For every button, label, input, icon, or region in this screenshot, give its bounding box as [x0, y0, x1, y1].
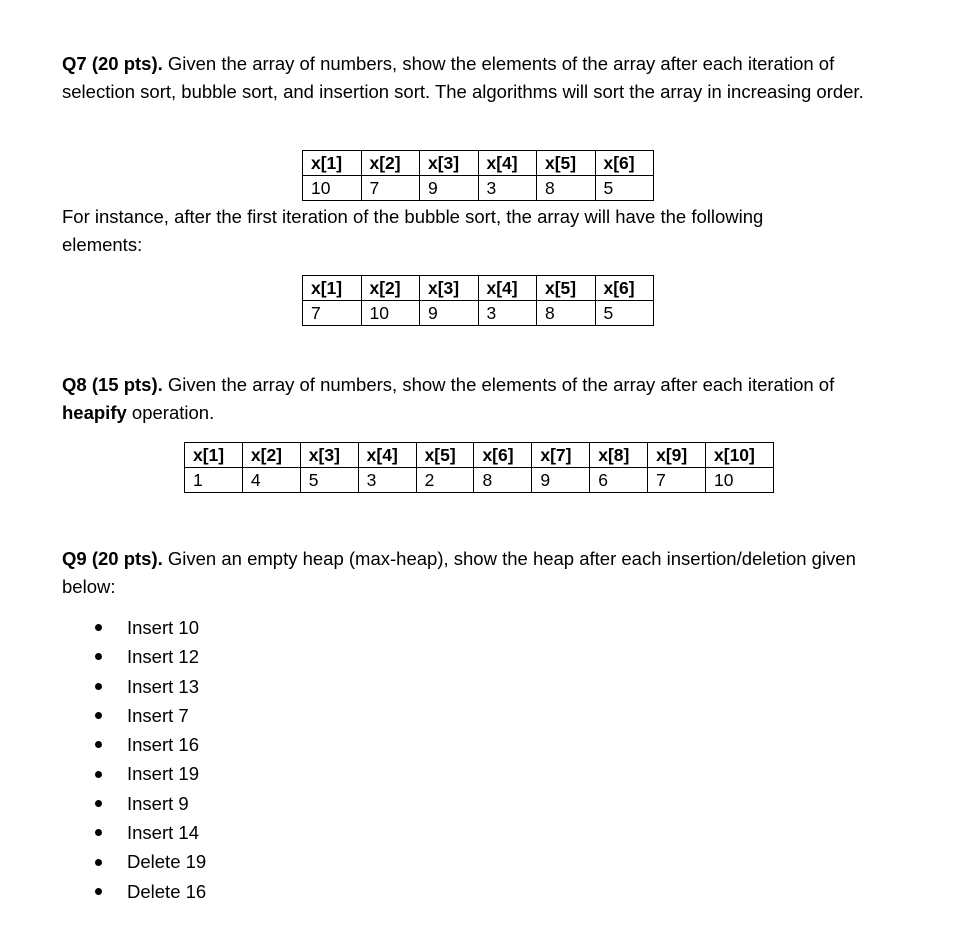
bullet-icon — [95, 741, 102, 748]
operation-label: Insert 16 — [127, 734, 199, 756]
operation-label: Insert 12 — [127, 646, 199, 668]
value-cell: 7 — [361, 176, 420, 201]
value-cell: 8 — [474, 468, 532, 493]
list-item — [94, 818, 206, 847]
value-cell: 3 — [358, 468, 416, 493]
value-cell: 8 — [537, 176, 596, 201]
operation-label: Insert 7 — [127, 704, 189, 726]
q7-prompt — [62, 50, 902, 106]
q7-instance-text: For instance, after the first iteration of the bubble sort, the array will have the following elements: — [62, 206, 764, 255]
q8-text-before: Given the array of numbers, show the elements of the array after each iteration of — [162, 374, 835, 395]
value-cell: 5 — [595, 176, 654, 201]
value-cell: 9 — [420, 176, 479, 201]
value-cell: 5 — [300, 468, 358, 493]
q8-array-table — [184, 442, 774, 493]
header-cell: x[7] — [532, 443, 590, 468]
table-row — [303, 301, 654, 326]
header-cell: x[6] — [474, 443, 532, 468]
value-cell: 8 — [537, 301, 596, 326]
list-item — [94, 613, 206, 642]
operation-label: Insert 9 — [127, 792, 189, 814]
value-cell: 10 — [706, 468, 774, 493]
q7-text: Given the array of numbers, show the elements of the array after each iteration of selection sort, bubble sort, and insertion sort. The algorithms will sort the array in increasing order. — [62, 53, 864, 102]
header-cell: x[1] — [303, 151, 362, 176]
value-cell: 3 — [478, 176, 537, 201]
operation-label: Insert 10 — [127, 617, 199, 638]
list-item — [94, 730, 206, 759]
header-cell: x[5] — [416, 443, 474, 468]
header-cell: x[3] — [420, 151, 479, 176]
q7-label: Q7 (20 pts). — [62, 53, 163, 74]
header-cell: x[4] — [478, 151, 537, 176]
value-cell: 9 — [420, 301, 479, 326]
value-cell: 9 — [532, 468, 590, 493]
header-cell: x[3] — [300, 443, 358, 468]
header-cell: x[8] — [590, 443, 648, 468]
bullet-icon — [95, 800, 102, 807]
header-cell: x[6] — [595, 276, 654, 301]
value-cell: 1 — [185, 468, 243, 493]
header-cell: x[6] — [595, 151, 654, 176]
q9-text: Given an empty heap (max-heap), show the heap after each insertion/deletion given below: — [62, 548, 856, 597]
header-cell: x[1] — [303, 276, 362, 301]
list-item — [94, 759, 206, 788]
header-cell: x[4] — [358, 443, 416, 468]
list-item — [94, 701, 206, 730]
value-cell: 5 — [595, 301, 654, 326]
list-item — [94, 789, 206, 818]
header-cell: x[3] — [420, 276, 479, 301]
header-cell: x[1] — [185, 443, 243, 468]
header-cell: x[10] — [706, 443, 774, 468]
q8-prompt — [62, 371, 902, 427]
header-cell: x[2] — [242, 443, 300, 468]
value-cell: 6 — [590, 468, 648, 493]
bullet-icon — [95, 712, 102, 719]
operation-label: Delete 19 — [127, 851, 207, 873]
value-cell: 2 — [416, 468, 474, 493]
operation-label: Delete 16 — [127, 880, 207, 902]
q9-operation-list — [94, 613, 206, 906]
q8-text-after: operation. — [126, 402, 215, 423]
bullet-icon — [95, 653, 102, 660]
list-item — [94, 877, 206, 906]
header-cell: x[5] — [537, 151, 596, 176]
bullet-icon — [95, 771, 102, 778]
bullet-icon — [95, 624, 102, 631]
q9-label: Q9 (20 pts). — [62, 548, 163, 569]
list-item — [94, 847, 206, 876]
bullet-icon — [95, 859, 102, 866]
q9-prompt — [62, 545, 882, 601]
q8-label: Q8 (15 pts). — [62, 374, 163, 395]
bullet-icon — [95, 888, 102, 895]
table-header-row — [303, 151, 654, 176]
table-row — [185, 468, 774, 493]
q7-example-table — [302, 275, 654, 326]
value-cell: 10 — [361, 301, 420, 326]
q8-bold-word: heapify — [62, 402, 127, 423]
table-header-row — [185, 443, 774, 468]
operation-label: Insert 19 — [127, 763, 199, 785]
list-item — [94, 672, 206, 701]
header-cell: x[2] — [361, 151, 420, 176]
value-cell: 7 — [303, 301, 362, 326]
header-cell: x[5] — [537, 276, 596, 301]
bullet-icon — [95, 683, 102, 690]
table-row — [303, 176, 654, 201]
operation-label: Insert 13 — [127, 675, 199, 697]
q7-array-table — [302, 150, 654, 201]
bullet-icon — [95, 829, 102, 836]
header-cell: x[9] — [648, 443, 706, 468]
operation-label: Insert 14 — [127, 822, 199, 844]
list-item — [94, 642, 206, 671]
table-header-row — [303, 276, 654, 301]
value-cell: 4 — [242, 468, 300, 493]
header-cell: x[2] — [361, 276, 420, 301]
value-cell: 7 — [648, 468, 706, 493]
header-cell: x[4] — [478, 276, 537, 301]
value-cell: 10 — [303, 176, 362, 201]
value-cell: 3 — [478, 301, 537, 326]
